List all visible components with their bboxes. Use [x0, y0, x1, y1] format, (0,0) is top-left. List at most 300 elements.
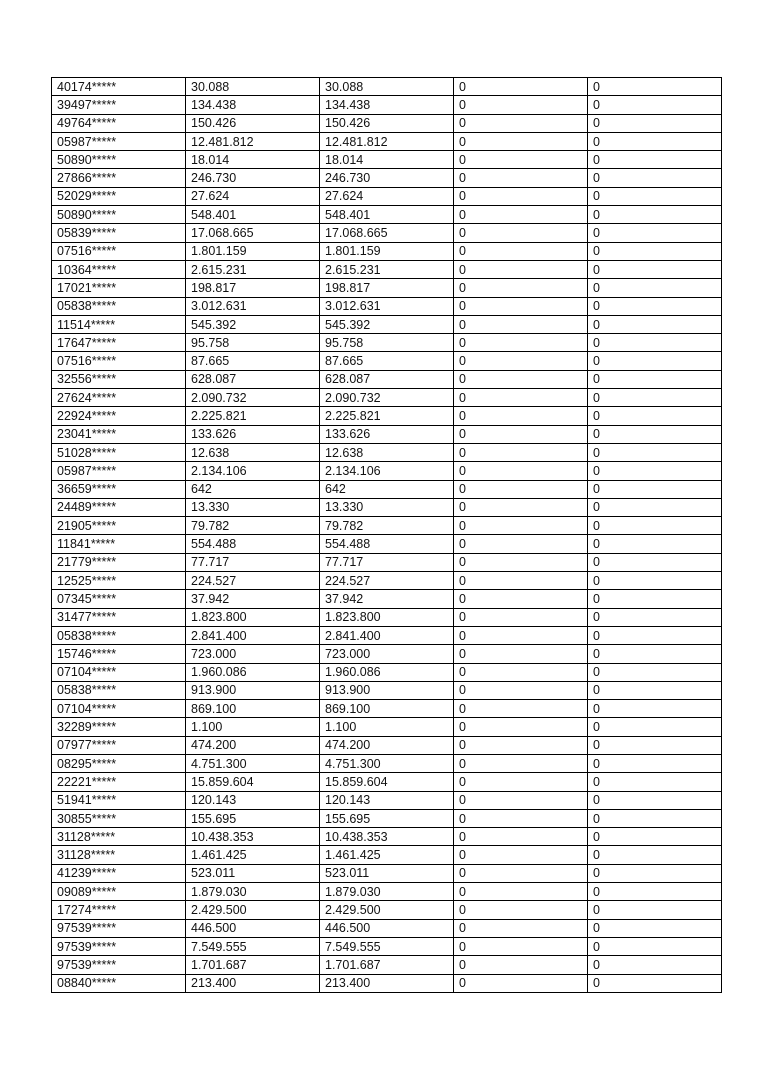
- zero-cell-b: 0: [588, 956, 722, 974]
- zero-cell-b: 0: [588, 334, 722, 352]
- id-cell: 49764*****: [52, 114, 186, 132]
- zero-cell-a: 0: [454, 919, 588, 937]
- zero-cell-b: 0: [588, 828, 722, 846]
- zero-cell-b: 0: [588, 425, 722, 443]
- zero-cell-b: 0: [588, 407, 722, 425]
- zero-cell-b: 0: [588, 517, 722, 535]
- zero-cell-b: 0: [588, 480, 722, 498]
- amount-cell: 15.859.604: [186, 773, 320, 791]
- table-row: [52, 462, 722, 480]
- amount-cell: 87.665: [186, 352, 320, 370]
- amount-repeat-cell: 446.500: [320, 919, 454, 937]
- zero-cell-b: 0: [588, 919, 722, 937]
- zero-cell-b: 0: [588, 937, 722, 955]
- zero-cell-a: 0: [454, 681, 588, 699]
- zero-cell-a: 0: [454, 663, 588, 681]
- zero-cell-b: 0: [588, 718, 722, 736]
- amount-cell: 548.401: [186, 206, 320, 224]
- amount-cell: 4.751.300: [186, 754, 320, 772]
- amount-cell: 134.438: [186, 96, 320, 114]
- table-row: [52, 132, 722, 150]
- id-cell: 21779*****: [52, 553, 186, 571]
- id-cell: 39497*****: [52, 96, 186, 114]
- table-row: [52, 187, 722, 205]
- amount-cell: 2.841.400: [186, 626, 320, 644]
- zero-cell-a: 0: [454, 151, 588, 169]
- amount-cell: 10.438.353: [186, 828, 320, 846]
- table-row: [52, 773, 722, 791]
- amount-cell: 213.400: [186, 974, 320, 992]
- id-cell: 05838*****: [52, 626, 186, 644]
- zero-cell-a: 0: [454, 937, 588, 955]
- amount-cell: 155.695: [186, 809, 320, 827]
- table-row: [52, 370, 722, 388]
- table-row: [52, 572, 722, 590]
- amount-cell: 913.900: [186, 681, 320, 699]
- table-row: [52, 96, 722, 114]
- amount-repeat-cell: 12.481.812: [320, 132, 454, 150]
- zero-cell-a: 0: [454, 132, 588, 150]
- zero-cell-a: 0: [454, 425, 588, 443]
- amount-repeat-cell: 723.000: [320, 645, 454, 663]
- zero-cell-a: 0: [454, 626, 588, 644]
- amount-cell: 224.527: [186, 572, 320, 590]
- table-row: [52, 443, 722, 461]
- table-row: [52, 425, 722, 443]
- zero-cell-b: 0: [588, 132, 722, 150]
- id-cell: 17021*****: [52, 279, 186, 297]
- amount-cell: 474.200: [186, 736, 320, 754]
- table-row: [52, 846, 722, 864]
- id-cell: 07104*****: [52, 700, 186, 718]
- zero-cell-b: 0: [588, 572, 722, 590]
- id-cell: 12525*****: [52, 572, 186, 590]
- amount-repeat-cell: 1.879.030: [320, 883, 454, 901]
- zero-cell-a: 0: [454, 114, 588, 132]
- id-cell: 31477*****: [52, 608, 186, 626]
- amount-cell: 2.429.500: [186, 901, 320, 919]
- table-row: [52, 681, 722, 699]
- id-cell: 05838*****: [52, 297, 186, 315]
- id-cell: 40174*****: [52, 78, 186, 96]
- amount-repeat-cell: 79.782: [320, 517, 454, 535]
- zero-cell-a: 0: [454, 608, 588, 626]
- table-row: [52, 663, 722, 681]
- zero-cell-b: 0: [588, 242, 722, 260]
- table-row: [52, 517, 722, 535]
- amount-cell: 7.549.555: [186, 937, 320, 955]
- table-row: [52, 828, 722, 846]
- zero-cell-b: 0: [588, 883, 722, 901]
- table-row: [52, 151, 722, 169]
- id-cell: 08840*****: [52, 974, 186, 992]
- amount-cell: 77.717: [186, 553, 320, 571]
- id-cell: 05838*****: [52, 681, 186, 699]
- zero-cell-a: 0: [454, 169, 588, 187]
- table-row: [52, 224, 722, 242]
- amount-cell: 642: [186, 480, 320, 498]
- zero-cell-b: 0: [588, 791, 722, 809]
- amount-cell: 554.488: [186, 535, 320, 553]
- table-row: [52, 974, 722, 992]
- zero-cell-b: 0: [588, 370, 722, 388]
- zero-cell-a: 0: [454, 974, 588, 992]
- id-cell: 05987*****: [52, 132, 186, 150]
- zero-cell-a: 0: [454, 370, 588, 388]
- table-row: [52, 754, 722, 772]
- table-row: [52, 242, 722, 260]
- table-row: [52, 645, 722, 663]
- zero-cell-a: 0: [454, 572, 588, 590]
- zero-cell-a: 0: [454, 498, 588, 516]
- amount-cell: 18.014: [186, 151, 320, 169]
- zero-cell-a: 0: [454, 334, 588, 352]
- zero-cell-b: 0: [588, 224, 722, 242]
- amount-repeat-cell: 10.438.353: [320, 828, 454, 846]
- amount-repeat-cell: 155.695: [320, 809, 454, 827]
- zero-cell-a: 0: [454, 736, 588, 754]
- table-row: [52, 919, 722, 937]
- zero-cell-b: 0: [588, 590, 722, 608]
- amount-repeat-cell: 4.751.300: [320, 754, 454, 772]
- zero-cell-a: 0: [454, 791, 588, 809]
- zero-cell-b: 0: [588, 352, 722, 370]
- amount-cell: 198.817: [186, 279, 320, 297]
- zero-cell-a: 0: [454, 187, 588, 205]
- zero-cell-a: 0: [454, 315, 588, 333]
- table-row: [52, 901, 722, 919]
- id-cell: 50890*****: [52, 206, 186, 224]
- amount-repeat-cell: 2.841.400: [320, 626, 454, 644]
- amount-repeat-cell: 15.859.604: [320, 773, 454, 791]
- id-cell: 07104*****: [52, 663, 186, 681]
- zero-cell-b: 0: [588, 151, 722, 169]
- id-cell: 11841*****: [52, 535, 186, 553]
- id-cell: 36659*****: [52, 480, 186, 498]
- table-row: [52, 700, 722, 718]
- zero-cell-b: 0: [588, 462, 722, 480]
- table-row: [52, 864, 722, 882]
- id-cell: 52029*****: [52, 187, 186, 205]
- id-cell: 08295*****: [52, 754, 186, 772]
- id-cell: 50890*****: [52, 151, 186, 169]
- amount-cell: 1.879.030: [186, 883, 320, 901]
- amount-repeat-cell: 1.801.159: [320, 242, 454, 260]
- amount-repeat-cell: 2.134.106: [320, 462, 454, 480]
- zero-cell-b: 0: [588, 443, 722, 461]
- id-cell: 31128*****: [52, 828, 186, 846]
- id-cell: 30855*****: [52, 809, 186, 827]
- zero-cell-a: 0: [454, 828, 588, 846]
- amount-repeat-cell: 134.438: [320, 96, 454, 114]
- table-row: [52, 315, 722, 333]
- amount-repeat-cell: 3.012.631: [320, 297, 454, 315]
- amount-repeat-cell: 18.014: [320, 151, 454, 169]
- table-row: [52, 553, 722, 571]
- amount-cell: 1.100: [186, 718, 320, 736]
- amount-repeat-cell: 27.624: [320, 187, 454, 205]
- id-cell: 32289*****: [52, 718, 186, 736]
- zero-cell-a: 0: [454, 352, 588, 370]
- amount-cell: 120.143: [186, 791, 320, 809]
- zero-cell-a: 0: [454, 883, 588, 901]
- amount-cell: 2.090.732: [186, 389, 320, 407]
- zero-cell-a: 0: [454, 443, 588, 461]
- table-row: [52, 718, 722, 736]
- id-cell: 17647*****: [52, 334, 186, 352]
- zero-cell-a: 0: [454, 78, 588, 96]
- amount-repeat-cell: 1.461.425: [320, 846, 454, 864]
- id-cell: 05839*****: [52, 224, 186, 242]
- amount-cell: 1.823.800: [186, 608, 320, 626]
- amount-cell: 133.626: [186, 425, 320, 443]
- amount-cell: 523.011: [186, 864, 320, 882]
- table-row: [52, 480, 722, 498]
- amount-repeat-cell: 2.225.821: [320, 407, 454, 425]
- id-cell: 51941*****: [52, 791, 186, 809]
- amount-cell: 628.087: [186, 370, 320, 388]
- zero-cell-b: 0: [588, 553, 722, 571]
- amount-repeat-cell: 523.011: [320, 864, 454, 882]
- amount-cell: 545.392: [186, 315, 320, 333]
- amount-repeat-cell: 1.100: [320, 718, 454, 736]
- zero-cell-b: 0: [588, 754, 722, 772]
- amount-repeat-cell: 213.400: [320, 974, 454, 992]
- amount-repeat-cell: 17.068.665: [320, 224, 454, 242]
- id-cell: 31128*****: [52, 846, 186, 864]
- amount-cell: 2.615.231: [186, 260, 320, 278]
- amount-cell: 37.942: [186, 590, 320, 608]
- table-row: [52, 937, 722, 955]
- id-cell: 10364*****: [52, 260, 186, 278]
- table-row: [52, 883, 722, 901]
- zero-cell-b: 0: [588, 736, 722, 754]
- id-cell: 09089*****: [52, 883, 186, 901]
- amount-repeat-cell: 2.615.231: [320, 260, 454, 278]
- amount-repeat-cell: 545.392: [320, 315, 454, 333]
- zero-cell-a: 0: [454, 279, 588, 297]
- zero-cell-a: 0: [454, 206, 588, 224]
- zero-cell-b: 0: [588, 608, 722, 626]
- zero-cell-a: 0: [454, 480, 588, 498]
- zero-cell-b: 0: [588, 773, 722, 791]
- amount-cell: 1.461.425: [186, 846, 320, 864]
- data-table: [51, 77, 722, 993]
- id-cell: 24489*****: [52, 498, 186, 516]
- amount-repeat-cell: 1.701.687: [320, 956, 454, 974]
- zero-cell-a: 0: [454, 297, 588, 315]
- amount-repeat-cell: 133.626: [320, 425, 454, 443]
- zero-cell-b: 0: [588, 96, 722, 114]
- zero-cell-b: 0: [588, 389, 722, 407]
- zero-cell-b: 0: [588, 279, 722, 297]
- amount-cell: 12.638: [186, 443, 320, 461]
- amount-cell: 446.500: [186, 919, 320, 937]
- table-row: [52, 791, 722, 809]
- table-row: [52, 169, 722, 187]
- amount-cell: 723.000: [186, 645, 320, 663]
- id-cell: 22924*****: [52, 407, 186, 425]
- zero-cell-b: 0: [588, 864, 722, 882]
- amount-repeat-cell: 474.200: [320, 736, 454, 754]
- id-cell: 07516*****: [52, 242, 186, 260]
- id-cell: 07345*****: [52, 590, 186, 608]
- zero-cell-a: 0: [454, 809, 588, 827]
- table-row: [52, 260, 722, 278]
- zero-cell-b: 0: [588, 846, 722, 864]
- amount-cell: 246.730: [186, 169, 320, 187]
- amount-repeat-cell: 87.665: [320, 352, 454, 370]
- amount-repeat-cell: 913.900: [320, 681, 454, 699]
- amount-repeat-cell: 12.638: [320, 443, 454, 461]
- zero-cell-a: 0: [454, 224, 588, 242]
- amount-repeat-cell: 13.330: [320, 498, 454, 516]
- zero-cell-a: 0: [454, 260, 588, 278]
- id-cell: 21905*****: [52, 517, 186, 535]
- zero-cell-b: 0: [588, 206, 722, 224]
- id-cell: 11514*****: [52, 315, 186, 333]
- table-body: [52, 78, 722, 993]
- id-cell: 97539*****: [52, 956, 186, 974]
- amount-repeat-cell: 869.100: [320, 700, 454, 718]
- id-cell: 22221*****: [52, 773, 186, 791]
- amount-repeat-cell: 628.087: [320, 370, 454, 388]
- table-row: [52, 389, 722, 407]
- zero-cell-b: 0: [588, 535, 722, 553]
- amount-cell: 79.782: [186, 517, 320, 535]
- amount-cell: 869.100: [186, 700, 320, 718]
- amount-repeat-cell: 642: [320, 480, 454, 498]
- table-row: [52, 535, 722, 553]
- amount-cell: 3.012.631: [186, 297, 320, 315]
- amount-cell: 1.960.086: [186, 663, 320, 681]
- zero-cell-b: 0: [588, 78, 722, 96]
- id-cell: 97539*****: [52, 937, 186, 955]
- amount-repeat-cell: 30.088: [320, 78, 454, 96]
- table-row: [52, 279, 722, 297]
- zero-cell-a: 0: [454, 901, 588, 919]
- table-row: [52, 608, 722, 626]
- table-row: [52, 352, 722, 370]
- zero-cell-a: 0: [454, 553, 588, 571]
- table-row: [52, 590, 722, 608]
- zero-cell-a: 0: [454, 846, 588, 864]
- table-row: [52, 78, 722, 96]
- amount-repeat-cell: 37.942: [320, 590, 454, 608]
- id-cell: 51028*****: [52, 443, 186, 461]
- amount-cell: 1.801.159: [186, 242, 320, 260]
- amount-repeat-cell: 548.401: [320, 206, 454, 224]
- zero-cell-a: 0: [454, 773, 588, 791]
- amount-repeat-cell: 554.488: [320, 535, 454, 553]
- zero-cell-b: 0: [588, 645, 722, 663]
- table-row: [52, 956, 722, 974]
- id-cell: 05987*****: [52, 462, 186, 480]
- zero-cell-a: 0: [454, 864, 588, 882]
- amount-cell: 2.134.106: [186, 462, 320, 480]
- amount-repeat-cell: 246.730: [320, 169, 454, 187]
- zero-cell-a: 0: [454, 462, 588, 480]
- zero-cell-b: 0: [588, 700, 722, 718]
- zero-cell-b: 0: [588, 663, 722, 681]
- id-cell: 27624*****: [52, 389, 186, 407]
- id-cell: 97539*****: [52, 919, 186, 937]
- table-row: [52, 809, 722, 827]
- zero-cell-a: 0: [454, 590, 588, 608]
- id-cell: 15746*****: [52, 645, 186, 663]
- amount-repeat-cell: 2.429.500: [320, 901, 454, 919]
- amount-repeat-cell: 77.717: [320, 553, 454, 571]
- id-cell: 27866*****: [52, 169, 186, 187]
- zero-cell-b: 0: [588, 169, 722, 187]
- zero-cell-b: 0: [588, 681, 722, 699]
- amount-cell: 2.225.821: [186, 407, 320, 425]
- amount-cell: 17.068.665: [186, 224, 320, 242]
- table-row: [52, 334, 722, 352]
- zero-cell-a: 0: [454, 718, 588, 736]
- id-cell: 23041*****: [52, 425, 186, 443]
- zero-cell-b: 0: [588, 114, 722, 132]
- amount-repeat-cell: 1.960.086: [320, 663, 454, 681]
- amount-repeat-cell: 150.426: [320, 114, 454, 132]
- amount-cell: 27.624: [186, 187, 320, 205]
- zero-cell-a: 0: [454, 535, 588, 553]
- zero-cell-a: 0: [454, 242, 588, 260]
- zero-cell-b: 0: [588, 809, 722, 827]
- zero-cell-b: 0: [588, 626, 722, 644]
- id-cell: 32556*****: [52, 370, 186, 388]
- amount-cell: 95.758: [186, 334, 320, 352]
- table-row: [52, 407, 722, 425]
- amount-repeat-cell: 1.823.800: [320, 608, 454, 626]
- zero-cell-b: 0: [588, 315, 722, 333]
- amount-cell: 1.701.687: [186, 956, 320, 974]
- amount-cell: 13.330: [186, 498, 320, 516]
- zero-cell-b: 0: [588, 901, 722, 919]
- table-row: [52, 626, 722, 644]
- zero-cell-a: 0: [454, 754, 588, 772]
- amount-repeat-cell: 2.090.732: [320, 389, 454, 407]
- zero-cell-a: 0: [454, 517, 588, 535]
- zero-cell-a: 0: [454, 645, 588, 663]
- table-row: [52, 297, 722, 315]
- amount-repeat-cell: 224.527: [320, 572, 454, 590]
- zero-cell-a: 0: [454, 700, 588, 718]
- zero-cell-a: 0: [454, 956, 588, 974]
- table-row: [52, 206, 722, 224]
- zero-cell-a: 0: [454, 389, 588, 407]
- amount-cell: 30.088: [186, 78, 320, 96]
- id-cell: 17274*****: [52, 901, 186, 919]
- zero-cell-b: 0: [588, 297, 722, 315]
- table-row: [52, 114, 722, 132]
- zero-cell-a: 0: [454, 96, 588, 114]
- id-cell: 07977*****: [52, 736, 186, 754]
- amount-cell: 150.426: [186, 114, 320, 132]
- zero-cell-b: 0: [588, 498, 722, 516]
- zero-cell-b: 0: [588, 260, 722, 278]
- zero-cell-b: 0: [588, 974, 722, 992]
- zero-cell-b: 0: [588, 187, 722, 205]
- id-cell: 41239*****: [52, 864, 186, 882]
- amount-repeat-cell: 198.817: [320, 279, 454, 297]
- amount-cell: 12.481.812: [186, 132, 320, 150]
- table-row: [52, 498, 722, 516]
- amount-repeat-cell: 120.143: [320, 791, 454, 809]
- amount-repeat-cell: 7.549.555: [320, 937, 454, 955]
- zero-cell-a: 0: [454, 407, 588, 425]
- id-cell: 07516*****: [52, 352, 186, 370]
